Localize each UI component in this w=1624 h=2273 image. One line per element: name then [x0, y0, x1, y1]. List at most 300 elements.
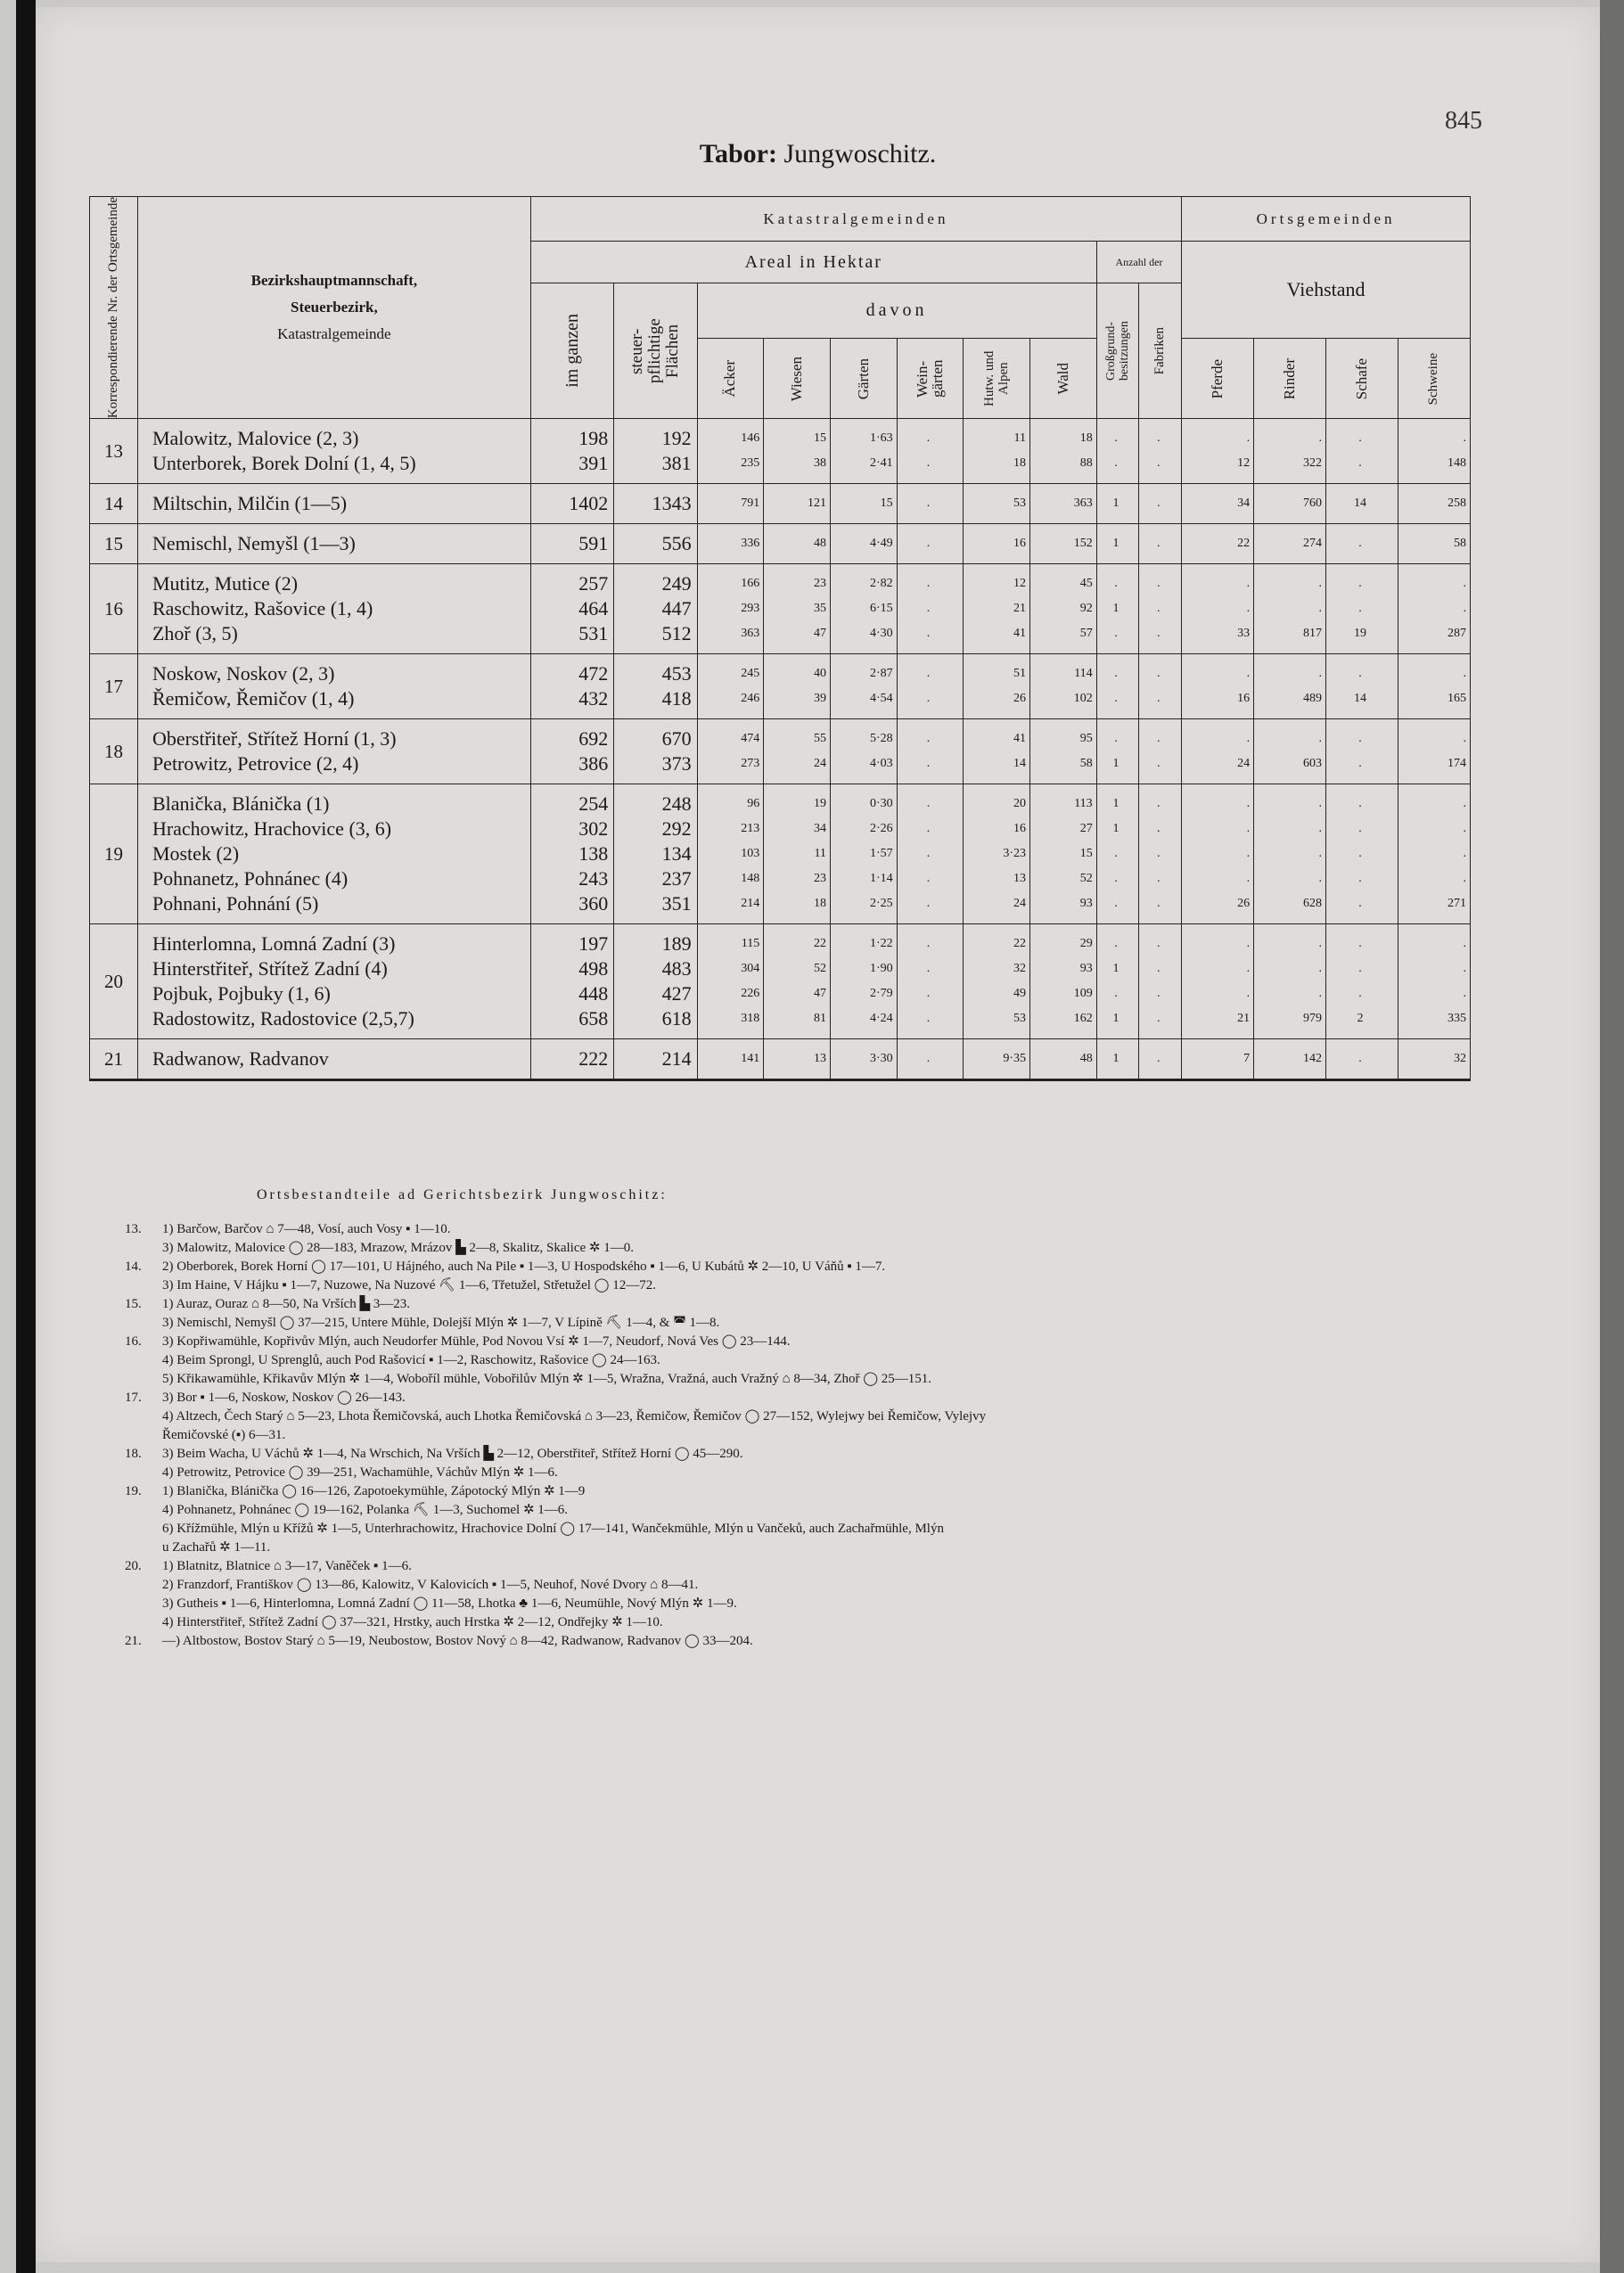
value-wein: .	[926, 822, 931, 836]
value-aecker: 166	[741, 577, 760, 591]
footnote-line	[125, 1351, 1551, 1370]
value-hutw: 41	[1013, 732, 1026, 746]
cell-fabr	[1139, 719, 1182, 784]
value-schweine: .	[1463, 602, 1466, 616]
footnote-line	[125, 1613, 1551, 1632]
footnote-line	[125, 1276, 1551, 1295]
value-fabr: .	[1157, 937, 1161, 951]
value-rinder: 979	[1302, 1012, 1322, 1026]
value-aecker: 293	[741, 602, 760, 616]
value-wald: 113	[1074, 797, 1093, 811]
cell-wiesen	[764, 524, 831, 564]
municipality-name: Zhoř (3, 5)	[152, 622, 238, 645]
cell-wein	[897, 784, 964, 924]
value-wiesen: 22	[813, 937, 826, 951]
footnote-number	[125, 1426, 162, 1445]
cell-wein	[897, 654, 964, 719]
value-gaerten: 1·63	[869, 431, 893, 446]
municipality-name: Hinterlomna, Lomná Zadní (3)	[152, 932, 396, 956]
value-wein: .	[926, 847, 931, 861]
value-wein: .	[926, 732, 931, 746]
value-wald: 114	[1074, 667, 1093, 681]
cell-gross	[1096, 524, 1139, 564]
value-schafe: 14	[1353, 692, 1366, 706]
municipality-name: Radwanow, Radvanov	[152, 1047, 329, 1071]
cell-fabr	[1139, 1039, 1182, 1080]
municipality-name: Řemičow, Řemičov (1, 4)	[152, 687, 355, 710]
footnote-line	[125, 1632, 1551, 1651]
col-aecker: Äcker	[697, 339, 764, 419]
footnote-text: 3) Beim Wacha, U Váchů ✲ 1—4, Na Wrschich, Na Vrších ▙ 2—12, Oberstřiteř, Střítež Horní ◯ 45—290.	[162, 1447, 743, 1461]
footnote-text: 1) Barčow, Barčov ⌂ 7—48, Vosí, auch Vosy ▪ 1—10.	[162, 1222, 451, 1236]
value-rinder: .	[1318, 872, 1322, 886]
value-wein: .	[926, 1052, 931, 1066]
value-wein: .	[926, 627, 931, 641]
footnote-text: 4) Hinterstřiteř, Střítež Zadní ◯ 37—321, Hrstky, auch Hrstka ✲ 2—12, Ondřejky ✲ 1—10.	[162, 1615, 663, 1629]
value-wald: 88	[1079, 456, 1093, 471]
cell-aecker	[697, 924, 764, 1039]
value-gross: .	[1114, 667, 1118, 681]
value-gross: 1	[1112, 1052, 1120, 1066]
value-hutw: 53	[1013, 496, 1026, 511]
footnote-text: 3) Malowitz, Malovice ◯ 28—183, Mrazow, Mrázov ▙ 2—8, Skalitz, Skalice ✲ 1—0.	[162, 1241, 634, 1255]
value-gross: 1	[1112, 602, 1120, 616]
cell-aecker	[697, 654, 764, 719]
value-schweine: .	[1463, 822, 1466, 836]
value-gaerten: 4·49	[869, 537, 893, 551]
footnote-number	[125, 1464, 162, 1482]
table-body	[90, 419, 1471, 1080]
value-wiesen: 48	[813, 537, 826, 551]
value-fabr: .	[1157, 847, 1161, 861]
value-gaerten: 4·30	[869, 627, 893, 641]
cell-gross	[1096, 564, 1139, 654]
value-wald: 152	[1073, 537, 1093, 551]
value-gross: 1	[1112, 537, 1120, 551]
cell-steuer	[614, 524, 697, 564]
value-hutw: 14	[1013, 757, 1026, 771]
cell-aecker	[697, 1039, 764, 1080]
value-fabr: .	[1157, 692, 1161, 706]
footnote-text: 6) Křížmühle, Mlýn u Křížů ✲ 1—5, Unterhrachowitz, Hrachovice Dolní ◯ 17—141, Wančekmühle, Mlýn u Vančeků, auch Zachařmühle, Mlýn	[162, 1522, 944, 1536]
cell-gross	[1096, 419, 1139, 484]
value-hutw: 3·23	[1003, 847, 1026, 861]
value-gross: .	[1114, 692, 1118, 706]
value-wiesen: 55	[813, 732, 826, 746]
value-ganzen: 198	[578, 427, 609, 450]
footnote-number	[125, 1407, 162, 1426]
footnote-text: 4) Pohnanetz, Pohnánec ◯ 19—162, Polanka ⛏ 1—3, Suchomel ✲ 1—6.	[162, 1503, 569, 1517]
footnote-number: 18.	[125, 1447, 142, 1461]
value-rinder: 760	[1302, 496, 1322, 511]
value-wald: 363	[1073, 496, 1093, 511]
value-wiesen: 81	[813, 1012, 826, 1026]
cell-fabr	[1139, 654, 1182, 719]
footnote-line	[125, 1333, 1551, 1351]
row-number: 18	[90, 719, 138, 784]
table-row	[90, 484, 1471, 524]
value-schweine: .	[1463, 847, 1466, 861]
value-fabr: .	[1157, 667, 1161, 681]
value-hutw: 16	[1013, 822, 1026, 836]
cell-gross	[1096, 784, 1139, 924]
footnotes-title: Ortsbestandteile ad Gerichtsbezirk Jungwoschitz:	[257, 1187, 668, 1202]
value-aecker: 791	[741, 496, 760, 511]
row-number: 14	[90, 484, 138, 524]
cell-rinder	[1254, 1039, 1326, 1080]
footnote-number	[125, 1501, 162, 1520]
value-wiesen: 24	[813, 757, 826, 771]
value-aecker: 235	[741, 456, 760, 471]
value-wiesen: 35	[813, 602, 826, 616]
value-ganzen: 243	[578, 867, 609, 890]
cell-aecker	[697, 484, 764, 524]
cell-schafe	[1325, 654, 1398, 719]
areal-header: Areal in Hektar	[530, 242, 1096, 283]
footnote-text: u Zachařů ✲ 1—11.	[162, 1540, 271, 1555]
value-gaerten: 4·54	[869, 692, 893, 706]
value-gaerten: 2·41	[869, 456, 893, 471]
footnote-line	[125, 1520, 1551, 1539]
value-aecker: 141	[741, 1052, 760, 1066]
value-rinder: .	[1318, 732, 1322, 746]
footnote-line	[125, 1557, 1551, 1576]
value-hutw: 41	[1013, 627, 1026, 641]
table-row	[90, 654, 1471, 719]
value-gaerten: 6·15	[869, 602, 893, 616]
cell-rinder	[1254, 484, 1326, 524]
value-rinder: 142	[1302, 1052, 1322, 1066]
col-rinder: Rinder	[1254, 339, 1326, 419]
value-rinder: 817	[1302, 627, 1322, 641]
value-ganzen: 531	[578, 622, 609, 645]
value-hutw: 20	[1013, 797, 1026, 811]
value-hutw: 13	[1013, 872, 1026, 886]
value-ganzen: 464	[578, 597, 609, 620]
cell-gaerten	[830, 564, 897, 654]
value-schafe: .	[1358, 602, 1362, 616]
cell-gaerten	[830, 924, 897, 1039]
footnote-number	[125, 1351, 162, 1370]
footnote-text: 1) Auraz, Ouraz ⌂ 8—50, Na Vrších ▙ 3—23.	[162, 1297, 411, 1311]
footnote-text: 5) Křikawamühle, Křikavův Mlýn ✲ 1—4, Woboříl mühle, Vobořilův Mlýn ✲ 1—5, Wražna, Vražná, auch Vražný ⌂ 8—34, Zhoř ◯ 25—151.	[162, 1372, 932, 1386]
cell-steuer	[614, 719, 697, 784]
value-steuer: 512	[661, 622, 692, 645]
cell-ganzen	[530, 784, 613, 924]
value-wald: 27	[1079, 822, 1093, 836]
cell-pferde	[1182, 924, 1254, 1039]
cell-aecker	[697, 564, 764, 654]
municipality-name: Radostowitz, Radostovice (2,5,7)	[152, 1007, 414, 1030]
value-steuer: 556	[661, 532, 692, 555]
value-steuer: 447	[661, 597, 692, 620]
footnote-number	[125, 1314, 162, 1333]
table-row	[90, 924, 1471, 1039]
cell-schweine	[1398, 524, 1470, 564]
value-pferde: 7	[1243, 1052, 1251, 1066]
cell-wald	[1030, 924, 1097, 1039]
value-rinder: .	[1318, 577, 1322, 591]
value-schweine: 165	[1448, 692, 1466, 706]
value-pferde: .	[1246, 822, 1251, 836]
cell-ganzen	[530, 484, 613, 524]
cell-fabr	[1139, 419, 1182, 484]
value-fabr: .	[1157, 496, 1161, 511]
value-wein: .	[926, 692, 931, 706]
cell-pferde	[1182, 719, 1254, 784]
value-wald: 95	[1079, 732, 1093, 746]
value-steuer: 249	[661, 572, 692, 595]
value-ganzen: 658	[578, 1007, 609, 1030]
value-wald: 52	[1079, 872, 1093, 886]
value-schafe: .	[1358, 897, 1362, 911]
footnote-lines	[125, 1220, 1551, 1651]
value-rinder: .	[1318, 962, 1322, 976]
value-aecker: 213	[741, 822, 760, 836]
col-steuer: steuer-pflichtige Flächen	[614, 283, 697, 419]
cell-schweine	[1398, 1039, 1470, 1080]
municipality-name: Blanička, Blánička (1)	[152, 792, 330, 816]
value-pferde: 21	[1237, 1012, 1251, 1026]
value-schafe: .	[1358, 537, 1362, 551]
footnote-number	[125, 1576, 162, 1595]
value-hutw: 12	[1013, 577, 1026, 591]
cell-wiesen	[764, 564, 831, 654]
cell-hutw	[964, 564, 1030, 654]
value-schafe: .	[1358, 937, 1362, 951]
cell-wald	[1030, 484, 1097, 524]
value-schweine: 271	[1448, 897, 1466, 911]
col-hutweiden: Hutw. und Alpen	[964, 339, 1030, 419]
value-steuer: 192	[661, 427, 692, 450]
cell-gaerten	[830, 654, 897, 719]
table-row	[90, 419, 1471, 484]
value-schafe: 2	[1357, 1012, 1364, 1026]
value-steuer: 214	[661, 1047, 692, 1071]
value-wein: .	[926, 667, 931, 681]
value-wiesen: 18	[813, 897, 826, 911]
cell-wiesen	[764, 1039, 831, 1080]
value-hutw: 53	[1013, 1012, 1026, 1026]
page-number: 845	[1445, 107, 1482, 135]
table-row	[90, 524, 1471, 564]
municipality-name: Unterborek, Borek Dolní (1, 4, 5)	[152, 452, 416, 475]
value-wiesen: 11	[814, 847, 826, 861]
value-schweine: .	[1463, 797, 1466, 811]
value-wein: .	[926, 897, 931, 911]
cell-wein	[897, 564, 964, 654]
value-pferde: 12	[1237, 456, 1251, 471]
value-steuer: 427	[661, 982, 692, 1005]
municipality-names	[137, 654, 530, 719]
footnote-number: 15.	[125, 1297, 142, 1311]
municipality-name: Hinterstřiteř, Střítež Zadní (4)	[152, 957, 388, 981]
cell-ganzen	[530, 419, 613, 484]
value-gaerten: 2·79	[869, 987, 893, 1001]
cell-ganzen	[530, 524, 613, 564]
value-pferde: .	[1246, 431, 1251, 446]
value-schweine: .	[1463, 962, 1466, 976]
municipality-name: Mostek (2)	[152, 842, 240, 866]
value-wiesen: 38	[813, 456, 826, 471]
footnote-line	[125, 1426, 1551, 1445]
value-hutw: 32	[1013, 962, 1026, 976]
value-wein: .	[926, 937, 931, 951]
value-aecker: 226	[741, 987, 760, 1001]
cell-wiesen	[764, 484, 831, 524]
footnote-line	[125, 1576, 1551, 1595]
footnote-line	[125, 1539, 1551, 1557]
cell-wein	[897, 924, 964, 1039]
footnote-number: 16.	[125, 1334, 142, 1349]
cell-gross	[1096, 924, 1139, 1039]
value-schafe: .	[1358, 872, 1362, 886]
value-gross: .	[1114, 937, 1118, 951]
cell-schafe	[1325, 524, 1398, 564]
value-schweine: .	[1463, 732, 1466, 746]
col-fabriken: Fabriken	[1139, 283, 1182, 419]
value-schafe: .	[1358, 456, 1362, 471]
cell-schweine	[1398, 924, 1470, 1039]
value-rinder: .	[1318, 937, 1322, 951]
value-aecker: 214	[741, 897, 760, 911]
value-aecker: 474	[741, 732, 760, 746]
value-hutw: 22	[1013, 937, 1026, 951]
value-gaerten: 4·24	[869, 1012, 893, 1026]
footnote-text: 1) Blatnitz, Blatnice ⌂ 3—17, Vaněček ▪ 1—6.	[162, 1559, 412, 1573]
cell-schafe	[1325, 784, 1398, 924]
cell-schafe	[1325, 924, 1398, 1039]
value-fabr: .	[1157, 732, 1161, 746]
municipality-name: Malowitz, Malovice (2, 3)	[152, 427, 359, 450]
value-gaerten: 2·26	[869, 822, 893, 836]
cell-ganzen	[530, 1039, 613, 1080]
municipality-name: Mutitz, Mutice (2)	[152, 572, 299, 595]
cell-pferde	[1182, 484, 1254, 524]
value-hutw: 9·35	[1003, 1052, 1026, 1066]
value-wein: .	[926, 431, 931, 446]
value-schafe: 19	[1353, 627, 1366, 641]
value-rinder: .	[1318, 431, 1322, 446]
value-pferde: .	[1246, 667, 1251, 681]
value-schweine: .	[1463, 667, 1466, 681]
cell-gross	[1096, 1039, 1139, 1080]
value-wald: 45	[1079, 577, 1093, 591]
municipality-name: Petrowitz, Petrovice (2, 4)	[152, 752, 359, 775]
cell-aecker	[697, 719, 764, 784]
cell-rinder	[1254, 524, 1326, 564]
value-schweine: .	[1463, 431, 1466, 446]
value-wald: 93	[1079, 962, 1093, 976]
value-aecker: 146	[741, 431, 760, 446]
cell-gaerten	[830, 419, 897, 484]
statistics-table	[89, 196, 1471, 1081]
cell-wiesen	[764, 419, 831, 484]
value-rinder: .	[1318, 602, 1322, 616]
value-gross: .	[1114, 897, 1118, 911]
value-pferde: 16	[1237, 692, 1251, 706]
cell-schweine	[1398, 719, 1470, 784]
cell-wein	[897, 484, 964, 524]
table-row	[90, 784, 1471, 924]
value-gaerten: 0·30	[869, 797, 893, 811]
municipality-names	[137, 484, 530, 524]
value-wein: .	[926, 962, 931, 976]
footnote-text: —) Altbostow, Bostov Starý ⌂ 5—19, Neubostow, Bostov Nový ⌂ 8—42, Radwanow, Radvanov ◯ 33—204.	[162, 1634, 753, 1648]
value-pferde: .	[1246, 847, 1251, 861]
cell-hutw	[964, 1039, 1030, 1080]
value-aecker: 115	[741, 937, 760, 951]
value-steuer: 248	[661, 792, 692, 816]
value-gaerten: 1·90	[869, 962, 893, 976]
cell-gaerten	[830, 784, 897, 924]
value-gaerten: 3·30	[869, 1052, 893, 1066]
cell-steuer	[614, 924, 697, 1039]
footnote-line	[125, 1314, 1551, 1333]
value-wiesen: 23	[813, 872, 826, 886]
value-fabr: .	[1157, 627, 1161, 641]
cell-hutw	[964, 924, 1030, 1039]
footnote-text: 2) Oberborek, Borek Horní ◯ 17—101, U Hájného, auch Na Pile ▪ 1—3, U Hospodského ▪ 1—6, U Kubátů ✲ 2—10, U Váňů ▪ 1—7.	[162, 1260, 886, 1274]
cell-steuer	[614, 1039, 697, 1080]
cell-schafe	[1325, 484, 1398, 524]
municipality-name: Miltschin, Milčin (1—5)	[152, 492, 348, 515]
cell-schweine	[1398, 419, 1470, 484]
value-gaerten: 2·87	[869, 667, 893, 681]
cell-wald	[1030, 654, 1097, 719]
value-rinder: .	[1318, 987, 1322, 1001]
cell-gross	[1096, 484, 1139, 524]
katastral-header: Katastralgemeinden	[530, 197, 1181, 242]
cell-pferde	[1182, 564, 1254, 654]
value-hutw: 11	[1013, 431, 1026, 446]
cell-aecker	[697, 784, 764, 924]
value-aecker: 245	[741, 667, 760, 681]
value-schweine: .	[1463, 577, 1466, 591]
value-gross: 1	[1112, 962, 1120, 976]
value-wein: .	[926, 987, 931, 1001]
value-fabr: .	[1157, 822, 1161, 836]
value-steuer: 381	[661, 452, 692, 475]
value-pferde: 33	[1237, 627, 1251, 641]
value-aecker: 304	[741, 962, 760, 976]
cell-steuer	[614, 419, 697, 484]
col-name-header: Bezirkshauptmannschaft, Steuerbezirk, Katastralgemeinde	[137, 197, 530, 419]
col-schweine: Schweine	[1398, 339, 1470, 419]
value-gross: .	[1114, 847, 1118, 861]
col-schafe: Schafe	[1325, 339, 1398, 419]
value-wiesen: 40	[813, 667, 826, 681]
cell-gross	[1096, 654, 1139, 719]
value-schafe: .	[1358, 987, 1362, 1001]
row-number: 19	[90, 784, 138, 924]
table-row	[90, 564, 1471, 654]
footnote-text: 2) Franzdorf, Františkov ◯ 13—86, Kalowitz, V Kalovicích ▪ 1—5, Neuhof, Nové Dvory ⌂ 8—41.	[162, 1578, 699, 1592]
value-schafe: 14	[1353, 496, 1366, 511]
cell-schafe	[1325, 419, 1398, 484]
value-ganzen: 498	[578, 957, 609, 981]
value-hutw: 51	[1013, 667, 1026, 681]
footnote-line	[125, 1501, 1551, 1520]
cell-fabr	[1139, 484, 1182, 524]
value-steuer: 373	[661, 752, 692, 775]
footnote-text: 3) Im Haine, V Hájku ▪ 1—7, Nuzowe, Na Nuzové ⛏ 1—6, Třetužel, Střetužel ◯ 12—72.	[162, 1278, 656, 1292]
cell-wiesen	[764, 719, 831, 784]
value-schweine: .	[1463, 937, 1466, 951]
cell-ganzen	[530, 719, 613, 784]
value-aecker: 363	[741, 627, 760, 641]
cell-wald	[1030, 784, 1097, 924]
